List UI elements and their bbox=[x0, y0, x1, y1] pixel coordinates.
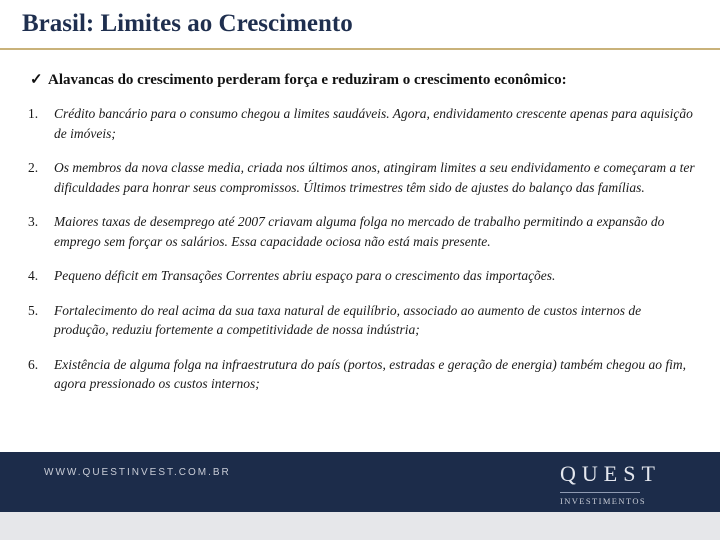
item-number: 5. bbox=[28, 302, 39, 318]
footer-url: WWW.QUESTINVEST.COM.BR bbox=[44, 467, 231, 478]
numbered-list bbox=[28, 104, 698, 394]
item-text: Maiores taxas de desemprego até 2007 criavam alguma folga no mercado de trabalho permitindo a expansão do emprego sem forçar os salários. Essa capacidade ociosa não está mais presente. bbox=[54, 214, 665, 249]
brand-divider bbox=[560, 492, 640, 493]
bottom-band bbox=[0, 512, 720, 540]
list-item bbox=[28, 212, 698, 251]
slide-title: Brasil: Limites ao Crescimento bbox=[22, 10, 353, 37]
item-number: 3. bbox=[28, 214, 39, 229]
item-text: Existência de alguma folga na infraestrutura do país (portos, estradas e geração de energia) também chegou ao fim, agora pressionado os custos internos; bbox=[54, 356, 687, 391]
lead-text: Alavancas do crescimento perderam força e reduziram o crescimento econômico: bbox=[48, 72, 567, 88]
item-text: Fortalecimento do real acima da sua taxa natural de equilíbrio, associado ao aumento de custos internos de produção, reduziu fortemente a competitividade de nossa indústria; bbox=[54, 302, 642, 337]
list-item bbox=[28, 355, 698, 394]
list-item bbox=[28, 266, 698, 286]
item-text: Crédito bancário para o consumo chegou a limites saudáveis. Agora, endividamento crescente apenas para aquisição de imóveis; bbox=[54, 106, 693, 141]
list-item bbox=[28, 301, 698, 340]
check-icon: ✓ bbox=[30, 72, 43, 88]
item-number: 6. bbox=[28, 356, 39, 372]
item-number: 4. bbox=[28, 268, 39, 283]
item-text: Os membros da nova classe media, criada nos últimos anos, atingiram limites a seu endividamento e começaram a ter dificuldades para honrar seus compromissos. Últimos trimestres têm sido de ajustes do balanço das famílias. bbox=[54, 160, 695, 195]
list-item bbox=[28, 104, 698, 143]
footer-bar bbox=[0, 452, 720, 512]
item-number: 2. bbox=[28, 160, 39, 175]
lead-line bbox=[30, 70, 700, 89]
title-rule bbox=[0, 48, 720, 50]
item-number: 1. bbox=[28, 106, 39, 121]
brand-logo: QUEST bbox=[560, 461, 661, 486]
item-text: Pequeno déficit em Transações Correntes abriu espaço para o crescimento das importações. bbox=[54, 268, 556, 283]
brand-subtitle: INVESTIMENTOS bbox=[560, 496, 647, 506]
list-item bbox=[28, 158, 698, 197]
